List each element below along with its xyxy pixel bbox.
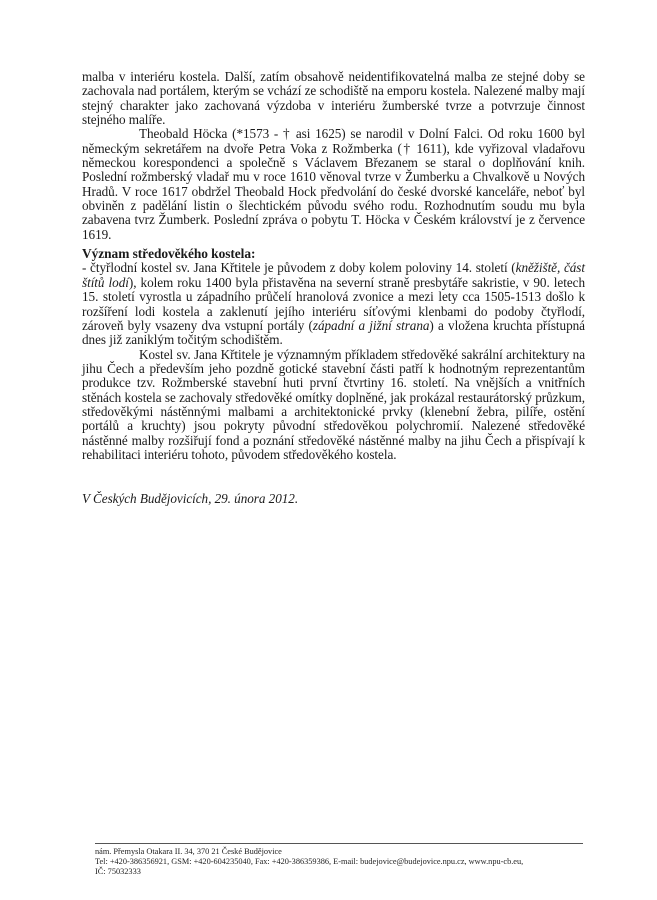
history-text-c: ) a vložena kruchta přístupná dnes již zaniklým točitým schodištěm. (82, 317, 585, 348)
letterhead-footer (95, 843, 583, 877)
history-italic-1: kněžiště, část štítů lodí (82, 260, 585, 290)
history-text-a: - čtyřlodní kostel sv. Jana Křtitele je původem z doby kolem poloviny 14. století ( (82, 260, 516, 276)
paragraph-hocka: Theobald Höcka (*1573 - † asi 1625) se narodil v Dolní Falci. Od roku 1600 byl německým sekretářem na dvoře Petra Voka z Rožmberka († 1611), kde vyřizoval vladařovu německou korespondenci a společně s Václavem Březanem se staral o doplňování knih. Poslední rožmberský vladař mu v roce 1610 věnoval tvrze v Žumberku a Chvalkově u Nových Hradů. V roce 1617 obdržel Theobald Hock předvolání do české dvorské kanceláře, neboť byl obviněn z padělání listin o šlechtickém původu svého rodu. Rozhodnutím soudu mu byla zabavena tvrz Žumberk. Poslední zpráva o pobytu T. Höcka v Českém království je z července 1619. (82, 126, 585, 242)
document-body (82, 70, 585, 507)
history-text-b: ), kolem roku 1400 byla přistavěna na severní straně presbytáře sakristie, v 90. letech 15. století vyrostla u západního průčelí hranolová zvonice a mezi lety cca 1505-1513 došlo k rozšíření lodi kostela a zaklenutí jejího interiéru síťovými klenbami do podoby čtyřlodí, zároveň byly vsazeny dva vstupní portály ( (82, 274, 585, 333)
footer-contacts: Tel: +420-386356921, GSM: +420-604235040, Fax: +420-386359386, E-mail: budejovice@budejovice.npu.cz, www.npu-cb.eu, (95, 857, 524, 866)
paragraph-malba: malba v interiéru kostela. Další, zatím obsahově neidentifikovatelná malba ze stejné doby se zachovala nad portálem, kterým se vchází ze schodiště na emporu kostela. Nalezené malby mají stejný charakter jako zachovaná výzdoba v interiéru žumberské tvrze a potvrzuje činnost stejného malíře. (82, 69, 585, 128)
footer-address: nám. Přemysla Otakara II. 34, 370 21 České Budějovice (95, 847, 282, 856)
footer-divider (95, 843, 583, 844)
paragraph-significance: Kostel sv. Jana Křtitele je významným příkladem středověké sakrální architektury na jihu Čech a především jeho pozdně gotické stavební části patří k hodnotným reprezentantům produkce tzv. Rožmberské stavební huti první čtvrtiny 16. století. Na vnějších a vnitřních stěnách kostela se zachovaly středověké omítky doplněné, jak prokázal restaurátorský průzkum, středověkými nástěnnými malbami a architektonické prvky (klenební žebra, pilíře, ostění portálů a kruchty) jsou pokryty původní středověkou polychromií. Nalezené středověké nástěnné malby rozšiřují fond a poznání středověké nástěnné malby na jihu Čech a přispívají k rehabilitaci interiéru tohoto, původem středověkého kostela. (82, 346, 585, 462)
paragraph-history (82, 261, 585, 347)
date-line: V Českých Budějovicích, 29. února 2012. (82, 491, 299, 507)
footer-ic: IČ: 75032333 (95, 867, 141, 876)
section-heading: Význam středověkého kostela: (82, 246, 256, 262)
history-italic-2: západní a jižní strana (312, 317, 430, 333)
